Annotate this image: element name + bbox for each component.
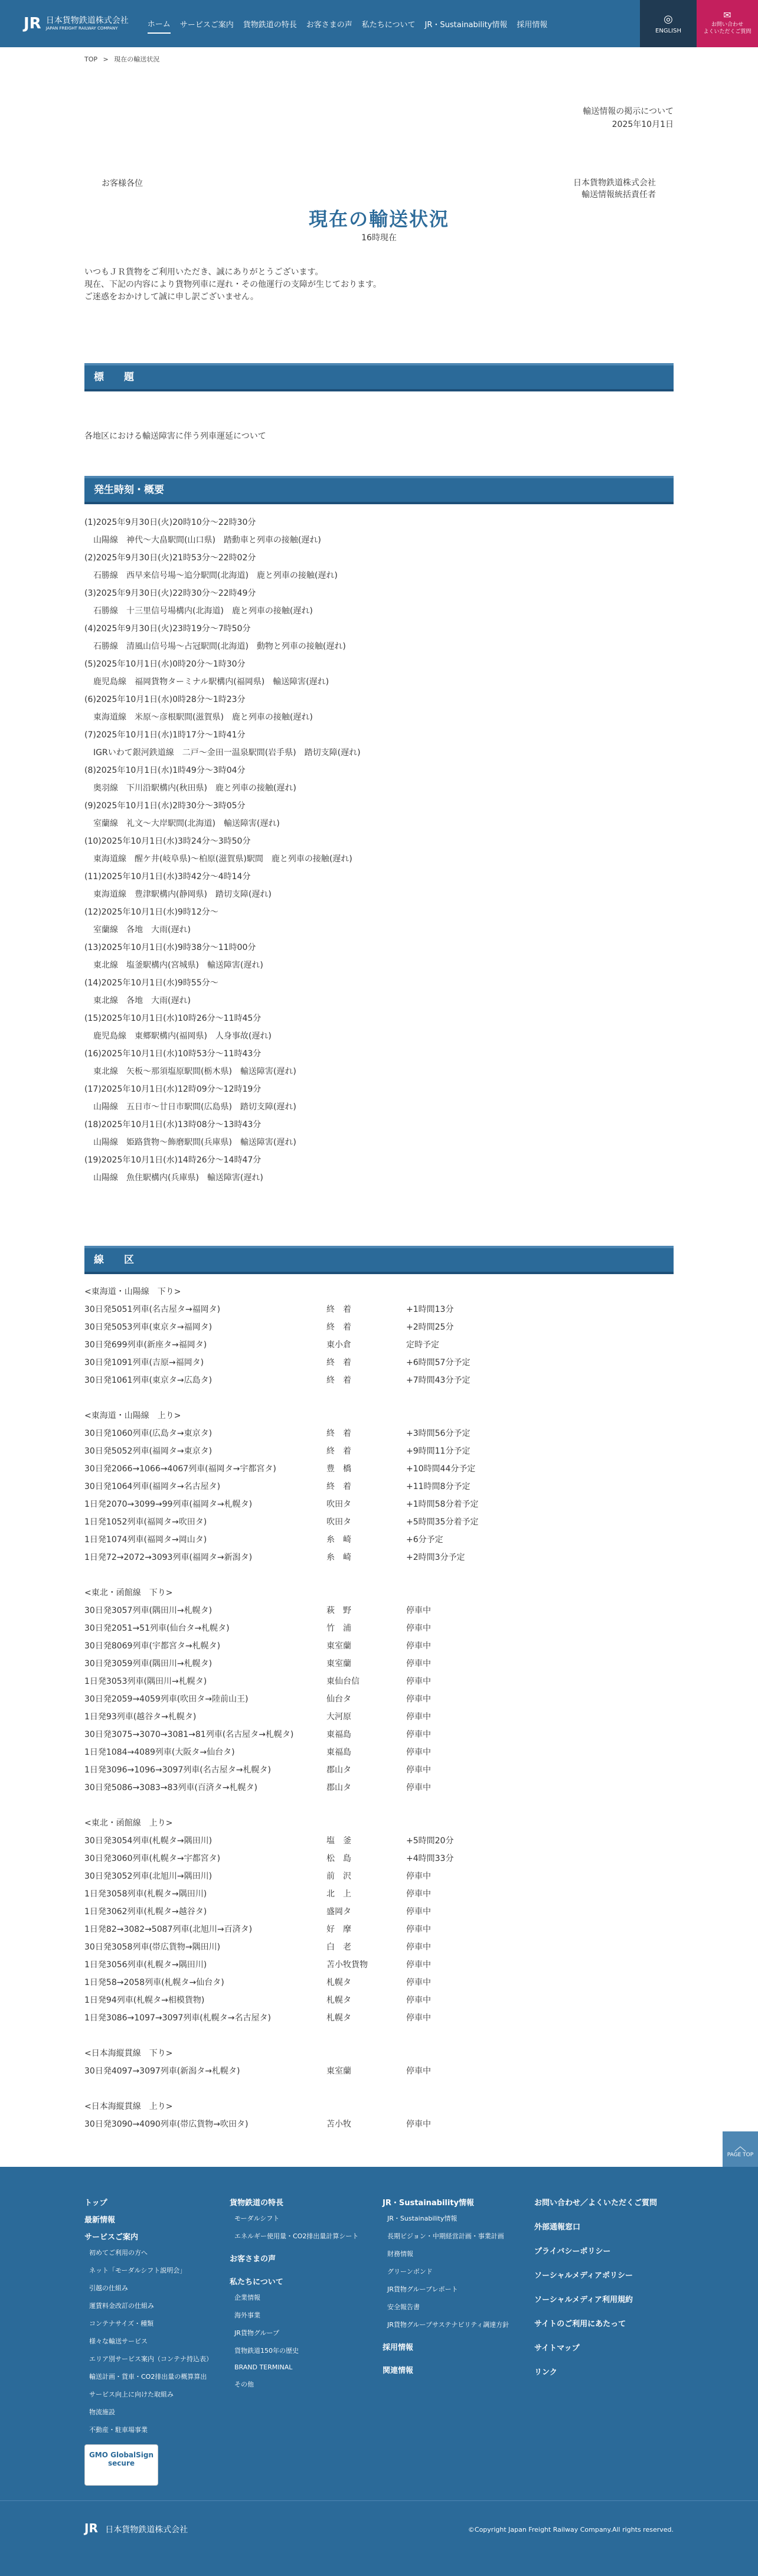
train-row: [84, 1531, 674, 1549]
footer-link[interactable]: お問い合わせ／よくいただくご質問: [534, 2199, 658, 2208]
inquiry-label-2: よくいただくご質問: [703, 29, 752, 35]
train-row: [84, 1885, 674, 1903]
train-status: +5時間35分着予定: [406, 1517, 479, 1527]
train-row: [84, 1938, 674, 1956]
event-datetime: (10)2025年10月1日(水)3時24分～3時50分: [84, 837, 251, 846]
train-row: [84, 2009, 674, 2027]
train-status: +9時間11分予定: [406, 1447, 471, 1456]
event-datetime: (19)2025年10月1日(水)14時26分～14時47分: [84, 1155, 262, 1165]
page-top-button[interactable]: [723, 2131, 758, 2167]
event-detail: 東海道線 醒ケ井(岐阜県)～柏原(滋賀県)駅間 鹿と列車の接触(遅れ): [93, 854, 352, 864]
train-row: [84, 1442, 674, 1460]
train-name: 1日発2070→3099→99列車(福岡タ→札幌タ): [84, 1500, 253, 1509]
train-name: 30日発2059→4059列車(吹田タ→陸前山王): [84, 1695, 249, 1704]
section-heading-events: 発生時刻・概要: [84, 476, 674, 504]
train-row: [84, 1513, 674, 1531]
train-row: [84, 1549, 674, 1566]
train-row: [84, 1460, 674, 1478]
event-list: [84, 514, 361, 1187]
train-location: 東室蘭: [326, 1659, 351, 1669]
addressee: お客様各位: [102, 179, 143, 188]
footer-logo-text: 日本貨物鉄道株式会社: [105, 2525, 188, 2535]
train-name: 1日発72→2072→3093列車(福岡タ→新潟タ): [84, 1553, 253, 1562]
train-location: 東福島: [326, 1730, 351, 1739]
english-label: ENGLISH: [655, 28, 681, 34]
logo-text-en: JAPAN FREIGHT RAILWAY COMPANY: [45, 26, 118, 31]
train-name: 1日発94列車(札幌タ→相模貨物): [84, 1996, 205, 2005]
footer-link[interactable]: リンク: [534, 2368, 557, 2377]
train-row: [84, 1655, 674, 1673]
event-datetime: (9)2025年10月1日(水)2時30分～3時05分: [84, 801, 246, 811]
jr-logo-mark: JR: [84, 2521, 98, 2535]
event-detail: 山陽線 神代～大畠駅間(山口県) 踏動車と列車の接触(遅れ): [93, 536, 321, 545]
train-name: 1日発93列車(越谷タ→札幌タ): [84, 1712, 197, 1722]
footer-sublink[interactable]: 不動産・駐車場事業: [89, 2426, 148, 2434]
train-name: 30日発4097→3097列車(新潟タ→札幌タ): [84, 2066, 240, 2076]
train-location: 東小倉: [326, 1340, 351, 1350]
nav-sustainability[interactable]: JR・Sustainability情報: [424, 20, 508, 30]
train-status: +7時間43分予定: [406, 1376, 471, 1385]
train-status: 停車中: [406, 1748, 431, 1757]
site-footer: [0, 2167, 758, 2576]
gmo-globalsign-seal[interactable]: GMO GlobalSign secure: [84, 2444, 158, 2486]
train-location: 盛岡タ: [326, 1907, 351, 1917]
footer-sublink[interactable]: JR貨物グループサステナビリティ調達方針: [387, 2321, 509, 2329]
train-row: [84, 2115, 674, 2133]
logo-text-ja: 日本貨物鉄道株式会社: [45, 16, 129, 25]
train-name: 1日発3056列車(札幌タ→隅田川): [84, 1960, 207, 1970]
train-row: [84, 1850, 674, 1867]
footer-sublink[interactable]: エリア別サービス案内（コンテナ持込表）: [89, 2355, 213, 2363]
train-row: [84, 1991, 674, 2009]
inquiry-label-1: お問い合わせ: [711, 22, 743, 28]
train-row: [84, 1974, 674, 1991]
event-datetime: (7)2025年10月1日(水)1時17分～1時41分: [84, 730, 246, 740]
event-detail: 奥羽線 下川沿駅構内(秋田県) 鹿と列車の接触(遅れ): [93, 783, 296, 793]
train-location: 終 着: [326, 1447, 351, 1456]
footer-sublink[interactable]: コンテナサイズ・種類: [89, 2320, 154, 2327]
train-status: 停車中: [406, 1907, 431, 1917]
train-row: [84, 1354, 674, 1372]
train-location: 好 摩: [326, 1925, 351, 1934]
event-detail: 鹿児島線 福岡貨物ターミナル駅構内(福岡県) 輸送障害(遅れ): [93, 677, 329, 687]
jr-logo-mark: JR: [24, 15, 41, 32]
train-location: 終 着: [326, 1429, 351, 1438]
train-row: [84, 1602, 674, 1620]
train-row: [84, 1372, 674, 1389]
event-datetime: (16)2025年10月1日(水)10時53分～11時43分: [84, 1049, 262, 1059]
nav-services[interactable]: サービスご案内: [179, 20, 234, 30]
copyright: ©Copyright Japan Freight Railway Company.All rights reserved.: [468, 2526, 674, 2533]
train-row: [84, 1921, 674, 1938]
footer-sublink[interactable]: JR・Sustainability情報: [387, 2215, 458, 2222]
event-detail: 山陽線 姫路貨物～飾磨駅間(兵庫県) 輸送障害(遅れ): [93, 1138, 296, 1147]
train-status: 停車中: [406, 1942, 431, 1952]
event-datetime: (3)2025年9月30日(火)22時30分～22時49分: [84, 589, 256, 598]
nav-voice[interactable]: お客さまの声: [306, 20, 352, 30]
footer-sublink[interactable]: 長期ビジョン・中期経営計画・事業計画: [387, 2232, 504, 2240]
arrow-up-icon: ︿: [734, 2139, 746, 2153]
disclosure-link[interactable]: 輸送情報の掲示について: [583, 107, 674, 116]
train-location: 札幌タ: [326, 1978, 351, 1987]
footer-sublink[interactable]: ネット「モーダルシフト説明会」: [89, 2267, 187, 2274]
footer-link[interactable]: サイトマップ: [534, 2344, 580, 2353]
event-detail: 室蘭線 礼文～大岸駅間(北海道) 輸送障害(遅れ): [93, 819, 280, 828]
event-detail: 室蘭線 各地 大雨(遅れ): [93, 925, 191, 935]
train-row: [84, 1761, 674, 1779]
event-detail: 東北線 各地 大雨(遅れ): [93, 996, 191, 1005]
event-datetime: (14)2025年10月1日(水)9時55分～: [84, 978, 218, 988]
event-datetime: (12)2025年10月1日(水)9時12分～: [84, 907, 218, 917]
train-location: 大河原: [326, 1712, 351, 1722]
footer-sublink[interactable]: 運賃料金改訂の仕組み: [89, 2302, 154, 2310]
nav-home[interactable]: ホーム: [148, 14, 171, 34]
train-status: 停車中: [406, 1872, 431, 1881]
train-location: 終 着: [326, 1482, 351, 1491]
train-row: [84, 1726, 674, 1744]
route-heading: <日本海縦貫線 上り>: [84, 2102, 173, 2111]
footer-sublink[interactable]: その他: [234, 2381, 254, 2388]
footer-link-news[interactable]: 最新情報: [84, 2216, 116, 2225]
train-name: 30日発1060列車(広島タ→東京タ): [84, 1429, 213, 1438]
train-location: 白 老: [326, 1942, 351, 1952]
train-name: 30日発5086→3083→83列車(百済タ→札幌タ): [84, 1783, 258, 1793]
train-status: +4時間33分: [406, 1854, 454, 1863]
train-status: 停車中: [406, 1695, 431, 1704]
train-row: [84, 1708, 674, 1726]
footer-sublink[interactable]: 輸送計画・貨車・CO2排出量の概算算出: [89, 2373, 207, 2381]
footer-sublink[interactable]: 物流施設: [89, 2408, 115, 2416]
company-name: 日本貨物鉄道株式会社: [573, 178, 656, 188]
footer-sublink[interactable]: 貨物鉄道150年の歴史: [234, 2347, 299, 2355]
footer-col-2: [230, 2196, 358, 2397]
event-datetime: (17)2025年10月1日(水)12時09分～12時19分: [84, 1085, 262, 1094]
breadcrumb-current: 現在の輸送状況: [114, 55, 160, 63]
event-datetime: (6)2025年10月1日(水)0時28分～1時23分: [84, 695, 246, 704]
footer-sublink[interactable]: JR貨物グループレポート: [387, 2286, 458, 2293]
train-name: 30日発3090→4090列車(帯広貨物→吹田タ): [84, 2120, 249, 2129]
footer-link-features[interactable]: 貨物鉄道の特長: [230, 2199, 284, 2208]
train-row: [84, 1478, 674, 1496]
footer-sublink[interactable]: JR貨物グループ: [234, 2329, 280, 2337]
train-row: [84, 1425, 674, 1442]
train-row: [84, 1832, 674, 1850]
as-of-time: 16時現在: [361, 233, 397, 243]
train-name: 30日発699列車(新座タ→福岡タ): [84, 1340, 207, 1350]
train-status: 停車中: [406, 1925, 431, 1934]
train-row: [84, 1744, 674, 1761]
footer-link-services[interactable]: サービスご案内: [84, 2233, 139, 2242]
event-detail: 山陽線 五日市～廿日市駅間(広島県) 踏切支障(遅れ): [93, 1102, 296, 1112]
train-location: 吹田タ: [326, 1500, 351, 1509]
intro-text: [84, 266, 381, 303]
train-status: 停車中: [406, 1606, 431, 1615]
train-status: +1時間58分着予定: [406, 1500, 479, 1509]
train-row: [84, 1496, 674, 1513]
train-location: 終 着: [326, 1376, 351, 1385]
train-status: +5時間20分: [406, 1836, 454, 1846]
train-location: 東仙台信: [326, 1677, 360, 1686]
train-name: 30日発3052列車(北旭川→隅田川): [84, 1872, 213, 1881]
train-status: 停車中: [406, 2066, 431, 2076]
footer-link-top[interactable]: トップ: [84, 2199, 107, 2208]
notice-date: 2025年10月1日: [612, 120, 674, 129]
footer-divider: [0, 2500, 758, 2501]
train-name: 1日発3053列車(隅田川→札幌タ): [84, 1677, 207, 1686]
train-status: 停車中: [406, 2120, 431, 2129]
train-status: 停車中: [406, 1996, 431, 2005]
footer-sublink[interactable]: グリーンボンド: [387, 2268, 433, 2275]
train-name: 30日発5053列車(東京タ→福岡タ): [84, 1323, 213, 1332]
train-status: +11時間8分予定: [406, 1482, 471, 1491]
route-heading: <日本海縦貫線 下り>: [84, 2049, 173, 2058]
train-status: 停車中: [406, 1712, 431, 1722]
train-name: 30日発3054列車(札幌タ→隅田川): [84, 1836, 213, 1846]
nav-features[interactable]: 貨物鉄道の特長: [243, 20, 297, 30]
footer-logo[interactable]: [84, 2521, 188, 2535]
train-row: [84, 1903, 674, 1921]
train-name: 1日発3062列車(札幌タ→越谷タ): [84, 1907, 207, 1917]
train-location: 松 島: [326, 1854, 351, 1863]
route-list: [84, 1283, 674, 2133]
train-location: 札幌タ: [326, 2013, 351, 2023]
train-name: 30日発1091列車(吉原→福岡タ): [84, 1358, 204, 1367]
event-datetime: (11)2025年10月1日(水)3時42分～4時14分: [84, 872, 251, 881]
train-row: [84, 1673, 674, 1690]
footer-sublink[interactable]: BRAND TERMINAL: [234, 2363, 293, 2371]
event-datetime: (13)2025年10月1日(水)9時38分～11時00分: [84, 943, 256, 952]
footer-link-voice[interactable]: お客さまの声: [230, 2255, 276, 2264]
page-top-label: PAGE TOP: [727, 2152, 754, 2158]
footer-sublink[interactable]: 安全報告書: [387, 2303, 420, 2311]
train-row: [84, 1318, 674, 1336]
responsible-person: 輸送情報統括責任者: [581, 190, 656, 200]
footer-sublink[interactable]: 様々な輸送サービス: [89, 2337, 148, 2345]
train-location: 竹 浦: [326, 1624, 351, 1633]
train-location: 郡山タ: [326, 1783, 351, 1793]
footer-link[interactable]: ソーシャルメディア利用規約: [534, 2296, 633, 2304]
nav-recruit[interactable]: 採用情報: [517, 20, 548, 30]
footer-sublink[interactable]: サービス向上に向けた取組み: [89, 2391, 174, 2398]
section-heading-routes: 線 区: [84, 1246, 674, 1274]
footer-sublink[interactable]: モーダルシフト: [234, 2215, 280, 2222]
event-detail: 鹿児島線 東郷駅構内(福岡県) 人身事故(遅れ): [93, 1031, 272, 1041]
train-status: 停車中: [406, 2013, 431, 2023]
train-location: 塩 釜: [326, 1836, 351, 1846]
event-detail: 東北線 矢板～那須塩原駅間(栃木県) 輸送障害(遅れ): [93, 1067, 296, 1076]
train-name: 1日発58→2058列車(札幌タ→仙台タ): [84, 1978, 224, 1987]
event-detail: 石勝線 清風山信号場～占冠駅間(北海道) 動物と列車の接触(遅れ): [93, 642, 346, 651]
nav-about[interactable]: 私たちについて: [361, 20, 416, 30]
train-status: 停車中: [406, 1783, 431, 1793]
train-row: [84, 1637, 674, 1655]
train-name: 1日発1084→4089列車(大阪タ→仙台タ): [84, 1748, 235, 1757]
train-name: 30日発5051列車(名古屋タ→福岡タ): [84, 1305, 221, 1314]
global-nav: [148, 0, 557, 47]
intro-line: 現在、下記の内容により貨物列車に遅れ・その他運行の支障が生じております。: [84, 280, 381, 289]
train-name: 1日発3086→1097→3097列車(札幌タ→名古屋タ): [84, 2013, 271, 2023]
footer-link-sustainability[interactable]: JR・Sustainability情報: [383, 2199, 475, 2208]
train-location: 糸 崎: [326, 1553, 351, 1562]
event-detail: 東海道線 米原～彦根駅間(滋賀県) 鹿と列車の接触(遅れ): [93, 713, 313, 722]
train-name: 1日発82→3082→5087列車(北旭川→百済タ): [84, 1925, 253, 1934]
train-location: 郡山タ: [326, 1765, 351, 1775]
route-heading: <東海道・山陽線 下り>: [84, 1287, 181, 1297]
breadcrumb-top[interactable]: TOP: [84, 55, 98, 63]
train-location: 豊 橋: [326, 1464, 351, 1474]
train-name: 30日発3075→3070→3081→81列車(名古屋タ→札幌タ): [84, 1730, 294, 1739]
train-row: [84, 2062, 674, 2080]
footer-col-4: [534, 2196, 657, 2390]
train-location: 東室蘭: [326, 1641, 351, 1651]
event-datetime: (2)2025年9月30日(火)21時53分～22時02分: [84, 553, 256, 563]
footer-link[interactable]: プライバシーポリシー: [534, 2247, 611, 2256]
footer-link-related[interactable]: 関連情報: [383, 2366, 414, 2375]
train-status: +2時間3分予定: [406, 1553, 465, 1562]
mail-icon: ✉: [723, 9, 731, 21]
train-status: 停車中: [406, 1889, 431, 1899]
train-location: 仙台タ: [326, 1695, 351, 1704]
event-detail: 石勝線 十三里信号場構内(北海道) 鹿と列車の接触(遅れ): [93, 606, 313, 616]
intro-line: ご迷惑をおかけして誠に申し訳ございません。: [84, 292, 259, 302]
event-datetime: (4)2025年9月30日(火)23時19分～7時50分: [84, 624, 251, 634]
train-location: 東福島: [326, 1748, 351, 1757]
english-button[interactable]: [640, 0, 697, 47]
event-datetime: (8)2025年10月1日(水)1時49分～3時04分: [84, 766, 246, 775]
footer-sublink[interactable]: 引越の仕組み: [89, 2284, 128, 2292]
footer-link[interactable]: 外部通報窓口: [534, 2223, 581, 2232]
train-name: 1日発1074列車(福岡タ→岡山タ): [84, 1535, 207, 1545]
train-status: +10時間44分予定: [406, 1464, 476, 1474]
train-name: 30日発8069列車(宇都宮タ→札幌タ): [84, 1641, 221, 1651]
train-row: [84, 1867, 674, 1885]
train-location: 前 沢: [326, 1872, 351, 1881]
train-status: 定時予定: [406, 1340, 439, 1350]
train-name: 30日発1064列車(福岡タ→名古屋タ): [84, 1482, 221, 1491]
event-datetime: (15)2025年10月1日(水)10時26分～11時45分: [84, 1014, 262, 1023]
train-name: 30日発1061列車(東京タ→広島タ): [84, 1376, 213, 1385]
event-detail: 東北線 塩釜駅構内(宮城県) 輸送障害(遅れ): [93, 961, 263, 970]
train-location: 苫小牧: [326, 2120, 351, 2129]
breadcrumb: [0, 47, 758, 67]
train-status: +6時間57分予定: [406, 1358, 471, 1367]
train-status: 停車中: [406, 1641, 431, 1651]
event-detail: IGRいわて銀河鉄道線 二戸～金田一温泉駅間(岩手県) 踏切支障(遅れ): [93, 748, 361, 758]
footer-link-about[interactable]: 私たちについて: [230, 2278, 283, 2287]
event-datetime: (18)2025年10月1日(水)13時08分～13時43分: [84, 1120, 262, 1129]
footer-link-recruit[interactable]: 採用情報: [383, 2343, 414, 2352]
inquiry-button[interactable]: [697, 0, 758, 47]
train-location: 萩 野: [326, 1606, 351, 1615]
event-datetime: (5)2025年10月1日(水)0時20分～1時30分: [84, 659, 246, 669]
breadcrumb-sep: >: [103, 55, 109, 63]
event-detail: 石勝線 西早来信号場～追分駅間(北海道) 鹿と列車の接触(遅れ): [93, 571, 338, 580]
train-status: 停車中: [406, 1978, 431, 1987]
route-heading: <東海道・山陽線 上り>: [84, 1411, 181, 1421]
intro-line: いつもＪＲ貨物をご利用いただき、誠にありがとうございます。: [84, 267, 324, 277]
train-name: 1日発1052列車(福岡タ→吹田タ): [84, 1517, 207, 1527]
train-location: 吹田タ: [326, 1517, 351, 1527]
train-status: 停車中: [406, 1960, 431, 1970]
train-location: 札幌タ: [326, 1996, 351, 2005]
train-row: [84, 1690, 674, 1708]
train-location: 東室蘭: [326, 2066, 351, 2076]
train-status: 停車中: [406, 1677, 431, 1686]
footer-sublink[interactable]: 初めてご利用の方へ: [89, 2249, 148, 2257]
train-status: 停車中: [406, 1730, 431, 1739]
train-name: 30日発3057列車(隅田川→札幌タ): [84, 1606, 213, 1615]
train-location: 終 着: [326, 1305, 351, 1314]
train-location: 終 着: [326, 1358, 351, 1367]
event-detail: 東海道線 豊津駅構内(静岡県) 踏切支障(遅れ): [93, 890, 272, 899]
footer-sublink[interactable]: エネルギー使用量・CO2排出量計算シート: [234, 2232, 359, 2240]
train-row: [84, 1779, 674, 1797]
event-datetime: (1)2025年9月30日(火)20時10分～22時30分: [84, 518, 256, 527]
train-location: 北 上: [326, 1889, 351, 1899]
train-name: 30日発3058列車(帯広貨物→隅田川): [84, 1942, 221, 1952]
footer-sublink[interactable]: 財務情報: [387, 2250, 413, 2258]
train-row: [84, 1336, 674, 1354]
train-name: 30日発2051→51列車(仙台タ→札幌タ): [84, 1624, 230, 1633]
footer-col-1: [84, 2196, 213, 2443]
train-name: 30日発3060列車(札幌タ→宇都宮タ): [84, 1854, 221, 1863]
train-name: 1日発3058列車(札幌タ→隅田川): [84, 1889, 207, 1899]
train-name: 30日発3059列車(隅田川→札幌タ): [84, 1659, 213, 1669]
train-location: 終 着: [326, 1323, 351, 1332]
globe-icon: ◎: [664, 13, 673, 25]
train-name: 30日発2066→1066→4067列車(福岡タ→宇都宮タ): [84, 1464, 276, 1474]
train-status: +3時間56分予定: [406, 1429, 471, 1438]
train-name: 30日発5052列車(福岡タ→東京タ): [84, 1447, 213, 1456]
train-status: +2時間25分: [406, 1323, 454, 1332]
section-heading-title: 標 題: [84, 363, 674, 391]
train-status: 停車中: [406, 1624, 431, 1633]
train-location: 糸 崎: [326, 1535, 351, 1545]
footer-link[interactable]: ソーシャルメディアポリシー: [534, 2271, 633, 2280]
footer-link[interactable]: サイトのご利用にあたって: [534, 2320, 626, 2329]
footer-sublink[interactable]: 企業情報: [234, 2294, 260, 2301]
footer-col-3: [383, 2196, 509, 2381]
event-detail: 山陽線 魚住駅構内(兵庫県) 輸送障害(遅れ): [93, 1173, 263, 1183]
train-row: [84, 1620, 674, 1637]
train-status: +1時間13分: [406, 1305, 454, 1314]
company-logo[interactable]: [24, 15, 129, 32]
train-name: 1日発3096→1096→3097列車(名古屋タ→札幌タ): [84, 1765, 271, 1775]
route-heading: <東北・函館線 上り>: [84, 1818, 173, 1828]
train-row: [84, 1301, 674, 1318]
train-status: 停車中: [406, 1765, 431, 1775]
site-header: [0, 0, 758, 47]
train-status: 停車中: [406, 1659, 431, 1669]
route-heading: <東北・函館線 下り>: [84, 1588, 173, 1598]
footer-sublink[interactable]: 海外事業: [234, 2311, 260, 2319]
train-row: [84, 1956, 674, 1974]
train-status: +6分予定: [406, 1535, 443, 1545]
main-content: [0, 67, 758, 2187]
title-text: 各地区における輸送障害に伴う列車運延について: [84, 432, 266, 441]
page-title: 現在の輸送状況: [308, 208, 449, 230]
train-location: 苫小牧貨物: [326, 1960, 368, 1970]
